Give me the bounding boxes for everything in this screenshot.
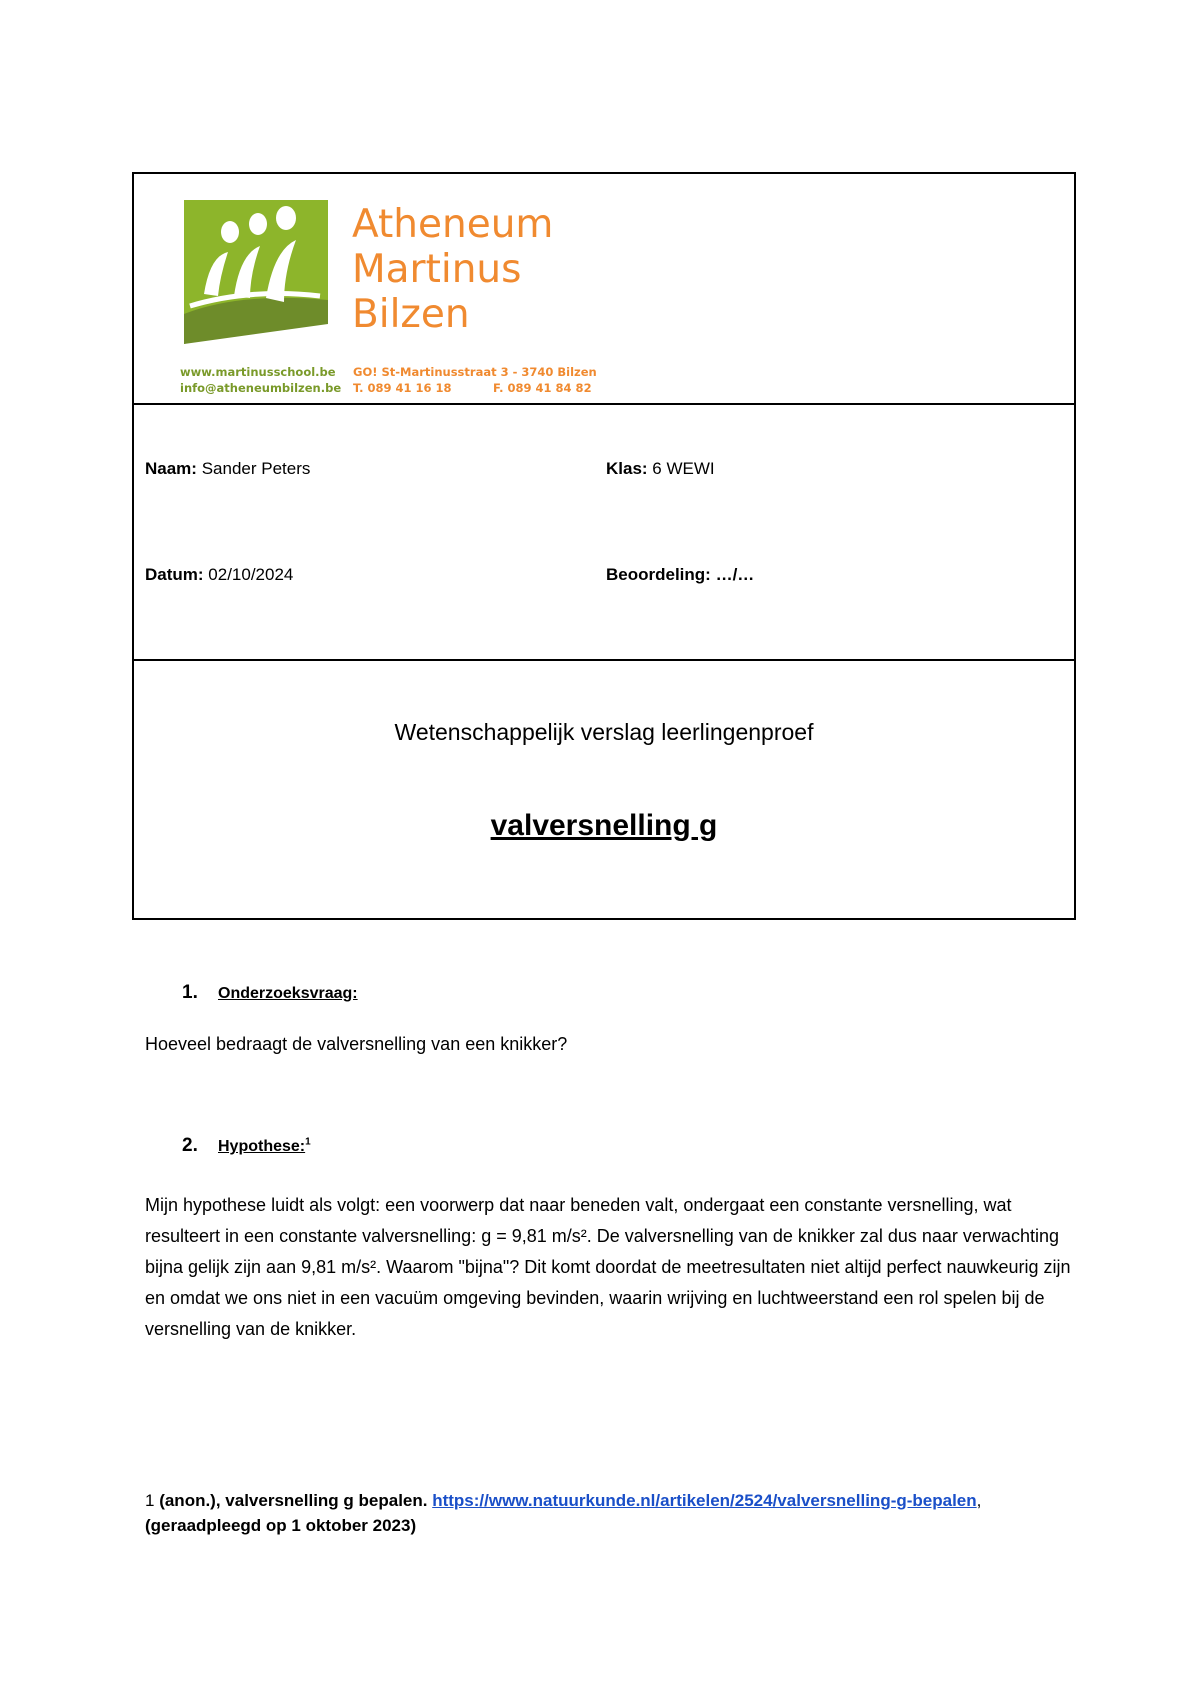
title-row bbox=[134, 659, 1074, 918]
section-heading-hypothese: 2. Hypothese:$^1$ bbox=[182, 1135, 311, 1156]
section-heading-onderzoeksvraag: 1. Onderzoeksvraag: bbox=[182, 982, 358, 1003]
school-email[interactable]: info@atheneumbilzen.be bbox=[180, 381, 342, 395]
school-name: Atheneum Martinus Bilzen bbox=[352, 202, 554, 337]
school-logo-icon bbox=[180, 196, 332, 348]
footnote: 1 (anon.), valversnelling g bepalen. https://www.natuurkunde.nl/artikelen/2524/valversnelling-g-bepalen, (geraadpleegd op 1 oktober 2023) bbox=[145, 1491, 982, 1535]
student-info-row bbox=[134, 403, 1074, 661]
klas-field: Klas: 6 WEWI bbox=[606, 459, 715, 478]
logo-row bbox=[134, 174, 1074, 405]
footnote-ref[interactable]: 1 bbox=[305, 1136, 311, 1148]
school-address-contact bbox=[353, 364, 597, 396]
hypothesis-text: Mijn hypothese luidt als volgt: een voorwerp dat naar beneden valt, ondergaat een constante versnelling, wat resulteert in een constante valversnelling: g = 9,81 m/s². De valversnelling van de knikker zal dus naar verwachting bijna gelijk zijn aan 9,81 m/s². Waarom "bijna"? Dit komt doordat de meetresultaten niet altijd perfect nauwkeurig zijn en omdat we ons niet in een vacuüm omgeving bevinden, waarin wrijving en luchtweerstand een rol spelen bij de versnelling van de knikker. bbox=[145, 1195, 1071, 1339]
school-web-contact bbox=[180, 364, 341, 396]
beoordeling-field: Beoordeling: …/… bbox=[606, 565, 755, 584]
school-website[interactable]: www.martinusschool.be bbox=[180, 365, 336, 379]
footnote-link[interactable]: https://www.natuurkunde.nl/artikelen/2524/valversnelling-g-bepalen bbox=[432, 1491, 977, 1510]
datum-field: Datum: 02/10/2024 bbox=[145, 565, 294, 584]
header-table bbox=[132, 172, 1076, 920]
research-question: Hoeveel bedraagt de valversnelling van een knikker? bbox=[145, 1034, 568, 1054]
naam-field: Naam: Sander Peters bbox=[145, 459, 311, 478]
school-phone: T. 089 41 16 18 bbox=[353, 381, 452, 395]
school-address: GO! St-Martinusstraat 3 - 3740 Bilzen bbox=[353, 365, 597, 379]
school-fax: F. 089 41 84 82 bbox=[493, 381, 592, 395]
report-title: Wetenschappelijk verslag leerlingenproef bbox=[394, 719, 814, 745]
report-subject: valversnelling g bbox=[490, 809, 718, 842]
